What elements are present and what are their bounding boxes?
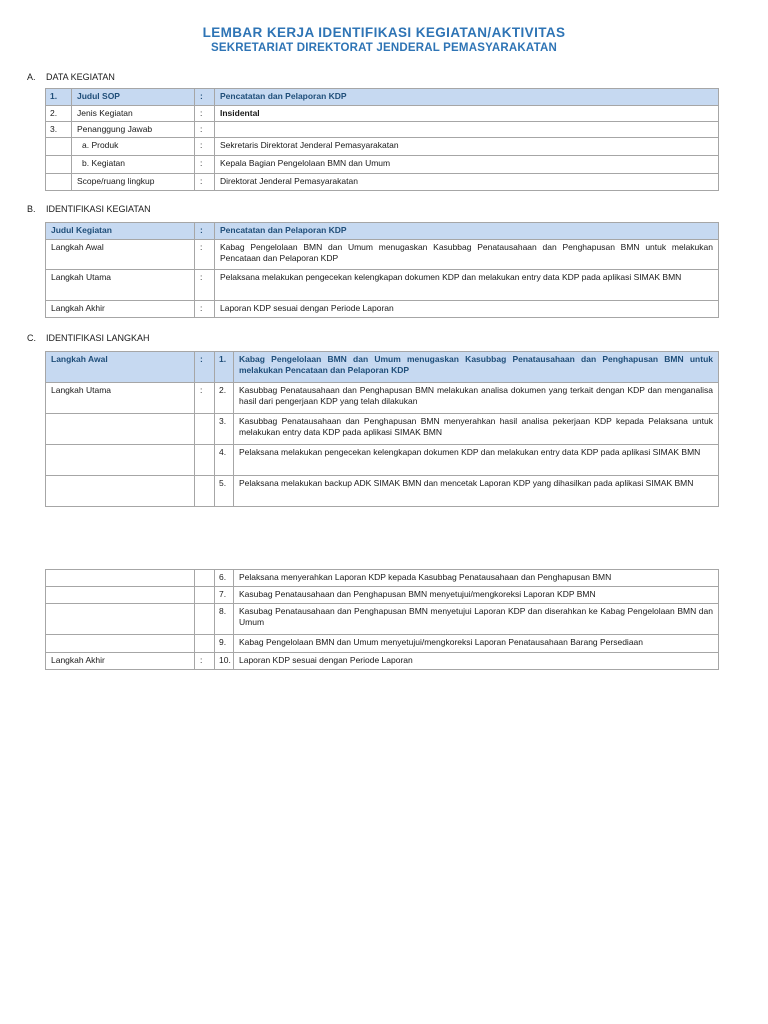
row-number: 2. — [46, 106, 72, 122]
row-colon: : — [195, 106, 215, 122]
row-label: Jenis Kegiatan — [72, 106, 195, 122]
document-subtitle: SEKRETARIAT DIREKTORAT JENDERAL PEMASYARAKATAN — [211, 42, 557, 54]
row-number: 1. — [46, 89, 72, 106]
table-row — [46, 445, 719, 476]
step-number: 9. — [215, 635, 234, 653]
step-text: Kasubag Penatausahaan dan Penghapusan BMN menyetujui/mengkoreksi Laporan KDP BMN — [234, 587, 719, 604]
row-value: Sekretaris Direktorat Jenderal Pemasyarakatan — [215, 138, 719, 156]
section-c-heading — [27, 333, 150, 343]
section-a-letter: A. — [27, 72, 36, 82]
step-number: 1. — [215, 352, 234, 383]
row-label: Penanggung Jawab — [72, 122, 195, 138]
table-row — [46, 653, 719, 670]
row-value — [215, 122, 719, 138]
row-value: Insidental — [215, 106, 719, 122]
row-label — [46, 587, 195, 604]
step-number: 5. — [215, 476, 234, 507]
step-text: Pelaksana melakukan backup ADK SIMAK BMN dan mencetak Laporan KDP yang dihasilkan pada aplikasi SIMAK BMN — [234, 476, 719, 507]
identifikasi-langkah-table-1 — [45, 351, 719, 507]
table-row — [46, 414, 719, 445]
row-colon — [195, 445, 215, 476]
table-row — [46, 587, 719, 604]
row-colon — [195, 587, 215, 604]
step-number: 4. — [215, 445, 234, 476]
step-text: Pelaksana melakukan pengecekan kelengkapan dokumen KDP dan melakukan entry data KDP pada aplikasi SIMAK BMN — [234, 445, 719, 476]
table-row — [46, 138, 719, 156]
step-text: Kabag Pengelolaan BMN dan Umum menugaskan Kasubbag Penatausahaan dan Penghapusan BMN untuk melakukan Pencataan dan Pelaporan KDP — [234, 352, 719, 383]
row-colon: : — [195, 122, 215, 138]
row-label: a. Produk — [72, 138, 195, 156]
section-b-title: IDENTIFIKASI KEGIATAN — [46, 204, 151, 214]
row-value: Kabag Pengelolaan BMN dan Umum menugaskan Kasubbag Penatausahaan dan Penghapusan BMN untuk melakukan Pencataan dan Pelaporan KDP — [215, 240, 719, 270]
row-label — [46, 476, 195, 507]
document-title: LEMBAR KERJA IDENTIFIKASI KEGIATAN/AKTIVITAS — [202, 25, 566, 40]
identifikasi-langkah-table-2 — [45, 569, 719, 670]
row-label: Langkah Awal — [46, 352, 195, 383]
row-colon: : — [195, 270, 215, 301]
row-value: Kepala Bagian Pengelolaan BMN dan Umum — [215, 156, 719, 174]
step-text: Laporan KDP sesuai dengan Periode Laporan — [234, 653, 719, 670]
row-colon: : — [195, 89, 215, 106]
row-value: Pencatatan dan Pelaporan KDP — [215, 223, 719, 240]
section-c-title: IDENTIFIKASI LANGKAH — [46, 333, 150, 343]
step-number: 2. — [215, 383, 234, 414]
table-row — [46, 604, 719, 635]
row-label: Judul SOP — [72, 89, 195, 106]
row-label: Langkah Utama — [46, 383, 195, 414]
row-label — [46, 604, 195, 635]
table-row — [46, 570, 719, 587]
table-row — [46, 270, 719, 301]
section-b-heading — [27, 204, 151, 214]
table-row — [46, 240, 719, 270]
step-text: Kabag Pengelolaan BMN dan Umum menyetujui/mengkoreksi Laporan Penatausahaan Barang Persediaan — [234, 635, 719, 653]
row-number: 3. — [46, 122, 72, 138]
row-value: Pencatatan dan Pelaporan KDP — [215, 89, 719, 106]
row-colon — [195, 414, 215, 445]
table-row — [46, 383, 719, 414]
table-row — [46, 156, 719, 174]
section-b-letter: B. — [27, 204, 36, 214]
step-number: 8. — [215, 604, 234, 635]
row-label: Scope/ruang lingkup — [72, 174, 195, 191]
row-colon — [195, 570, 215, 587]
row-colon: : — [195, 352, 215, 383]
table-row — [46, 106, 719, 122]
row-label: Langkah Awal — [46, 240, 195, 270]
row-label — [46, 635, 195, 653]
section-a-title: DATA KEGIATAN — [46, 72, 115, 82]
row-colon: : — [195, 156, 215, 174]
table-row — [46, 122, 719, 138]
row-colon: : — [195, 383, 215, 414]
step-text: Pelaksana menyerahkan Laporan KDP kepada Kasubbag Penatausahaan dan Penghapusan BMN — [234, 570, 719, 587]
table-row — [46, 89, 719, 106]
step-number: 7. — [215, 587, 234, 604]
row-colon — [195, 604, 215, 635]
section-a-heading — [27, 72, 115, 82]
table-row — [46, 635, 719, 653]
row-label: Langkah Akhir — [46, 301, 195, 318]
row-number — [46, 138, 72, 156]
step-number: 6. — [215, 570, 234, 587]
table-row — [46, 476, 719, 507]
section-c-letter: C. — [27, 333, 36, 343]
row-colon: : — [195, 223, 215, 240]
row-colon: : — [195, 653, 215, 670]
step-text: Kasubbag Penatausahaan dan Penghapusan BMN melakukan analisa dokumen yang terkait dengan KDP dan menganalisa hasil dari pengerjaan KDP yang telah dilakukan — [234, 383, 719, 414]
row-label: Langkah Utama — [46, 270, 195, 301]
row-colon — [195, 635, 215, 653]
row-number — [46, 174, 72, 191]
data-kegiatan-table — [45, 88, 719, 191]
row-label — [46, 414, 195, 445]
row-number — [46, 156, 72, 174]
row-value: Pelaksana melakukan pengecekan kelengkapan dokumen KDP dan melakukan entry data KDP pada aplikasi SIMAK BMN — [215, 270, 719, 301]
row-label — [46, 570, 195, 587]
row-label: Langkah Akhir — [46, 653, 195, 670]
table-row — [46, 301, 719, 318]
step-text: Kasubbag Penatausahaan dan Penghapusan BMN menyerahkan hasil analisa pekerjaan KDP kepada Pelaksana untuk melakukan entry data KDP pada aplikasi SIMAK BMN — [234, 414, 719, 445]
table-row — [46, 174, 719, 191]
table-row — [46, 223, 719, 240]
row-colon — [195, 476, 215, 507]
row-colon: : — [195, 301, 215, 318]
row-value: Laporan KDP sesuai dengan Periode Laporan — [215, 301, 719, 318]
step-text: Kasubag Penatausahaan dan Penghapusan BMN menyetujui Laporan KDP dan diserahkan ke Kabag Pengelolaan BMN dan Umum — [234, 604, 719, 635]
table-row — [46, 352, 719, 383]
identifikasi-kegiatan-table — [45, 222, 719, 318]
row-colon: : — [195, 138, 215, 156]
row-colon: : — [195, 240, 215, 270]
row-value: Direktorat Jenderal Pemasyarakatan — [215, 174, 719, 191]
row-label: Judul Kegiatan — [46, 223, 195, 240]
step-number: 10. — [215, 653, 234, 670]
row-label: b. Kegiatan — [72, 156, 195, 174]
row-label — [46, 445, 195, 476]
step-number: 3. — [215, 414, 234, 445]
row-colon: : — [195, 174, 215, 191]
